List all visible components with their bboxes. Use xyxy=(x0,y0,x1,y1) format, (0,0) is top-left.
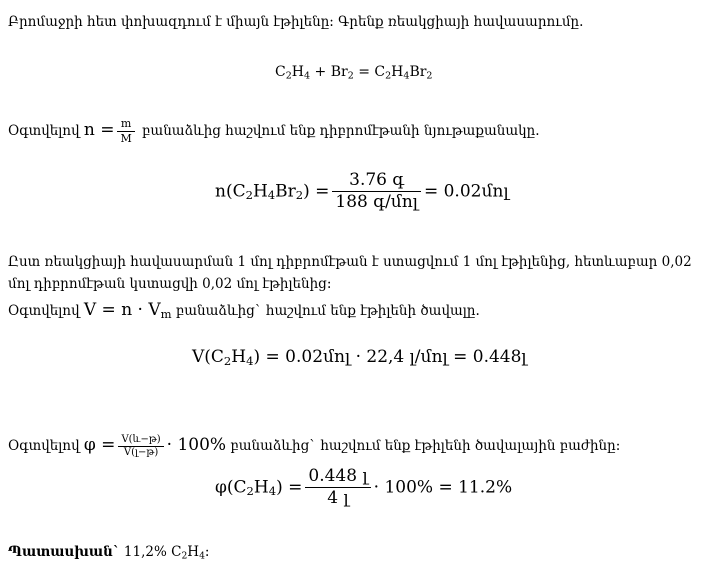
fraction-numerator: 3.76 գ xyxy=(332,170,421,192)
fraction-denominator: 188 գ/մոլ xyxy=(335,192,418,213)
step2-suffix: բանաձևից` հաշվում ենք էթիլենի ծավալը. xyxy=(175,303,480,319)
step2-prefix: Օգտվելով xyxy=(8,303,80,319)
calc1-sub: 2 xyxy=(295,188,304,203)
reaction-part: = C xyxy=(353,64,386,80)
reaction-part: C xyxy=(275,64,286,80)
calc1-equation xyxy=(215,170,509,214)
calc2-part: V(C xyxy=(192,347,224,367)
calc3-sub: 2 xyxy=(246,484,254,499)
calc1-part: ) = xyxy=(303,181,330,202)
calc2-part: ) = 0.02մոլ · 22,4 լ/մոլ = 0.448լ xyxy=(253,347,527,367)
answer-line xyxy=(8,542,209,562)
calc3-result: · 100% = 11.2% xyxy=(373,477,513,498)
answer-label: Պատասխան` xyxy=(8,544,120,560)
reaction-part: + Br xyxy=(310,64,348,80)
calc1-part: H xyxy=(252,181,268,202)
calc2-sub: 2 xyxy=(223,353,232,368)
calc3-part: ) = xyxy=(276,477,303,498)
reaction-sub: 2 xyxy=(347,70,354,82)
answer-tail: : xyxy=(204,544,210,560)
step2-formula-main: V = n · V xyxy=(83,300,161,320)
calc3-fraction xyxy=(305,466,370,510)
reaction-equation xyxy=(275,60,432,84)
intro-text: Բրոմաջրի հետ փոխազդում է միայն էթիլենը: Գրենք ռեակցիայի հավասարումը. xyxy=(8,14,584,30)
calc2-part: H xyxy=(231,347,247,367)
calc1-result: = 0.02մոլ xyxy=(423,181,509,202)
calc1-sub: 2 xyxy=(245,188,253,203)
step2-line xyxy=(8,298,480,323)
calc3-part: H xyxy=(253,477,269,498)
calc1-part: n(C xyxy=(215,181,246,202)
reaction-sub: 4 xyxy=(403,70,410,82)
calc2-equation xyxy=(192,345,527,369)
answer-text: 11,2% C xyxy=(119,544,182,560)
step1-n: n = xyxy=(83,120,115,140)
calc3-part: φ(C xyxy=(215,477,247,498)
reaction-part: Br xyxy=(409,64,427,80)
reaction-sub: 2 xyxy=(385,70,392,82)
fraction-numerator: m xyxy=(117,117,134,132)
fraction-numerator: 0.448 լ xyxy=(305,466,370,488)
calc3-equation xyxy=(215,466,512,510)
answer-sub: 2 xyxy=(181,550,188,562)
step3-fraction xyxy=(118,434,163,460)
calc1-part: Br xyxy=(275,181,296,202)
para-line2: մոլ դիբրոմէթան կստացվի 0,02 մոլ էթիլենից: xyxy=(8,276,332,292)
reaction-part: H xyxy=(391,64,404,80)
step1-suffix: բանաձևից հաշվում ենք դիբրոմէթանի նյութաքանակը. xyxy=(142,123,540,139)
step3-after: · 100% xyxy=(166,435,227,455)
reaction-sub: 2 xyxy=(426,70,433,82)
fraction-denominator: 4 լ xyxy=(327,488,349,509)
calc2-sub: 4 xyxy=(246,353,254,368)
step2-formula-sub: m xyxy=(160,306,172,321)
reaction-sub: 4 xyxy=(304,70,311,82)
reaction-part: H xyxy=(291,64,304,80)
step1-fraction xyxy=(117,117,134,146)
step2-formula xyxy=(84,300,172,320)
answer-h: H xyxy=(187,544,200,560)
fraction-denominator: V(լ−թ) xyxy=(123,447,159,458)
reaction-sub: 2 xyxy=(285,70,292,82)
fraction-denominator: M xyxy=(120,132,132,145)
step3-phi: φ = xyxy=(83,435,116,455)
calc1-fraction xyxy=(332,170,421,214)
fraction-numerator: V(և−թ) xyxy=(118,434,163,448)
step3-prefix: Օգտվելով xyxy=(8,438,80,454)
step3-suffix: բանաձևից` հաշվում ենք էթիլենի ծավալային բաժինը: xyxy=(230,438,621,454)
answer-sub: 4 xyxy=(199,550,205,562)
step3-line xyxy=(8,428,620,463)
calc1-sub: 4 xyxy=(267,188,276,203)
calc3-sub: 4 xyxy=(268,484,277,499)
step1-prefix: Օգտվելով xyxy=(8,123,80,139)
para-line1: Ըստ ռեակցիայի հավասարման 1 մոլ դիբրոմէթան է ստացվում 1 մոլ էթիլենից, հետևաբար 0,02 xyxy=(8,254,692,270)
step1-line xyxy=(8,116,540,146)
